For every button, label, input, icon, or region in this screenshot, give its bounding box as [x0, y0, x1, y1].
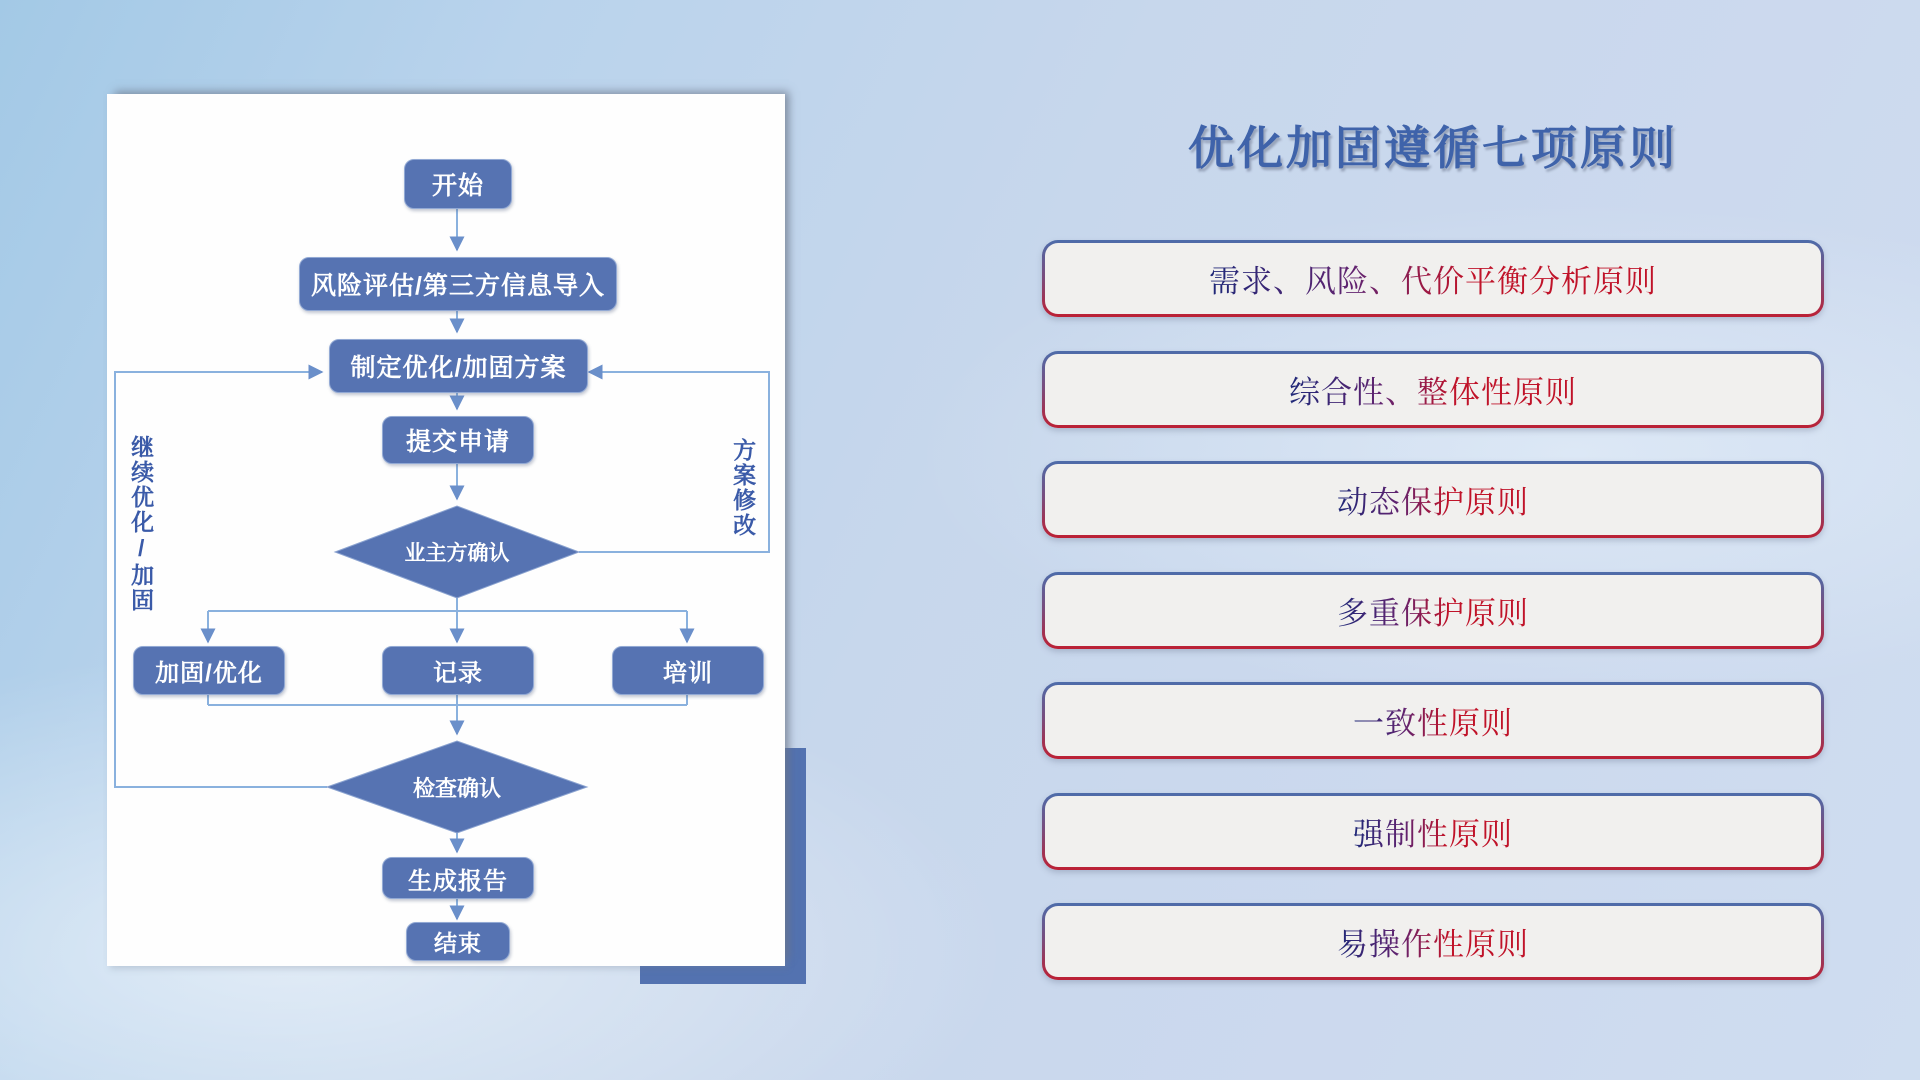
flowchart-connectors-svg	[107, 94, 785, 966]
page-title: 优化加固遵循七项原则	[1188, 122, 1678, 174]
principle-text-4: 多重保护原则	[1337, 588, 1529, 633]
principle-text-1: 需求、风险、代价平衡分析原则	[1209, 256, 1657, 301]
flow-node-training	[612, 646, 764, 695]
principle-box-6-inner	[1045, 796, 1821, 867]
principle-box-6	[1042, 793, 1824, 870]
owner-confirm-text: 业主方确认	[404, 542, 510, 565]
loop-label-left-text: 继续优化/加固	[128, 435, 155, 613]
flow-node-training-label: 培训	[663, 660, 713, 687]
flow-node-check-confirm-label	[357, 773, 557, 801]
loop-label-plan-revision	[731, 388, 769, 588]
principle-box-4	[1042, 572, 1824, 649]
flow-node-report	[382, 857, 534, 899]
principle-box-3	[1042, 461, 1824, 538]
flow-node-risk-label: 风险评估/第三方信息导入	[311, 272, 605, 300]
flow-node-plan-label: 制定优化/加固方案	[350, 354, 567, 382]
loop-label-continue-optimize	[129, 384, 167, 664]
flow-node-submit-label: 提交申请	[405, 428, 510, 456]
flow-node-report-label: 生成报告	[408, 867, 508, 895]
principle-box-2-inner	[1045, 354, 1821, 425]
principle-box-5-inner	[1045, 685, 1821, 756]
flow-node-end-label: 结束	[434, 930, 482, 956]
flow-node-harden-label: 加固/优化	[155, 660, 263, 687]
principle-text-2: 综合性、整体性原则	[1289, 367, 1577, 412]
principle-box-7-inner	[1045, 906, 1821, 977]
principle-text-3: 动态保护原则	[1337, 477, 1529, 522]
principle-box-3-inner	[1045, 464, 1821, 535]
principle-box-1-inner	[1045, 243, 1821, 314]
principle-text-6: 强制性原则	[1353, 809, 1513, 854]
principle-box-5	[1042, 682, 1824, 759]
flow-node-submit	[382, 416, 534, 464]
flow-node-risk	[299, 257, 617, 311]
flowchart-card	[107, 94, 785, 966]
flow-node-start-label: 开始	[431, 172, 484, 200]
flow-node-record-label: 记录	[433, 660, 483, 687]
flow-node-start	[404, 159, 512, 209]
principle-box-2	[1042, 351, 1824, 428]
flow-node-plan	[329, 339, 588, 393]
loop-label-right-text: 方案修改	[730, 438, 757, 538]
principle-box-7	[1042, 903, 1824, 980]
flow-node-owner-confirm-label	[357, 538, 557, 566]
flow-node-record	[382, 646, 534, 695]
check-confirm-text: 检查确认	[412, 775, 501, 801]
principle-box-1	[1042, 240, 1824, 317]
principle-text-5: 一致性原则	[1353, 698, 1513, 743]
flow-node-end	[406, 922, 510, 961]
principle-text-7: 易操作性原则	[1337, 919, 1529, 964]
principle-box-4-inner	[1045, 575, 1821, 646]
